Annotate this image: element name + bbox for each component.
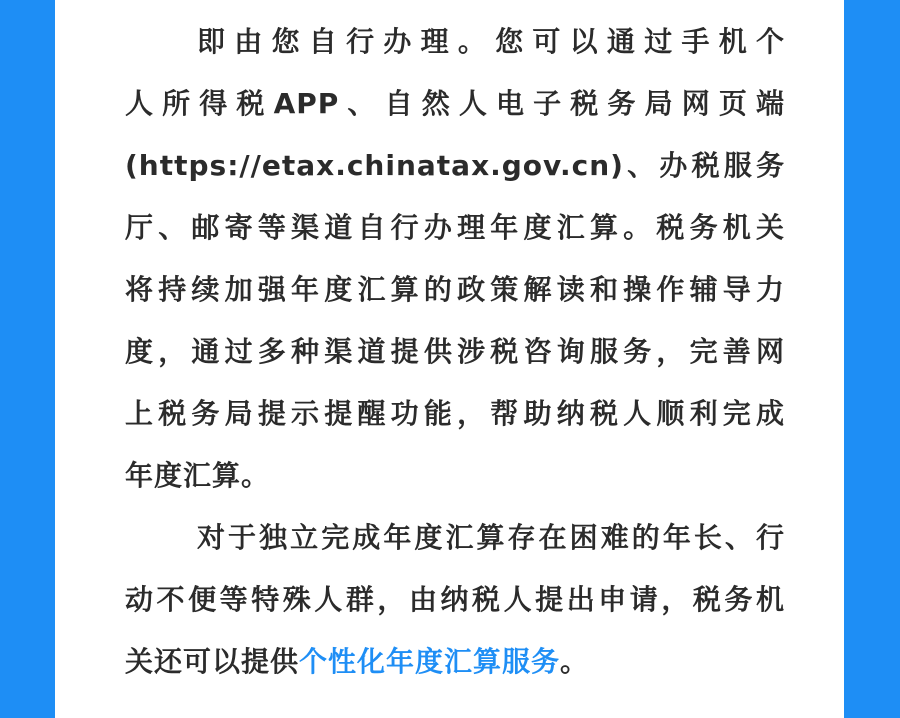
text-line: 动不便等特殊人群，由纳税人提出申请，税务机 <box>125 583 785 616</box>
text-line: 年度汇算。 <box>125 459 271 492</box>
text-line: 度，通过多种渠道提供涉税咨询服务，完善网 <box>125 335 785 368</box>
text-line: (https://etax.chinatax.gov.cn)、办税服务 <box>125 149 785 182</box>
text-line: 上税务局提示提醒功能，帮助纳税人顺利完成 <box>125 397 785 430</box>
text-line: 将持续加强年度汇算的政策解读和操作辅导力 <box>125 273 785 306</box>
text-line: 人所得税APP、自然人电子税务局网页端 <box>125 87 785 120</box>
text-line: 对于独立完成年度汇算存在困难的年长、行 <box>197 521 785 554</box>
text-line: 即由您自行办理。您可以通过手机个 <box>197 25 785 58</box>
paragraph-1 <box>125 11 785 507</box>
article-body <box>125 11 785 693</box>
text-line: 厅、邮寄等渠道自行办理年度汇算。税务机关 <box>125 211 785 244</box>
text-line-with-highlight <box>125 631 785 693</box>
text-fragment: 。 <box>560 645 590 678</box>
highlighted-service-text: 个性化年度汇算服务 <box>299 645 561 678</box>
text-fragment: 关还可以提供 <box>125 645 300 678</box>
paragraph-2 <box>125 507 785 693</box>
